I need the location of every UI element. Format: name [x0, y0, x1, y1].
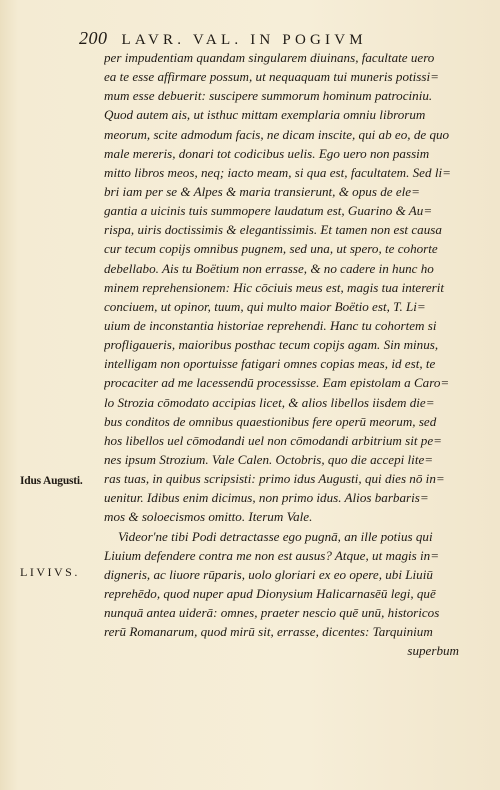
text-line: gantia a uicinis tuis summopere laudatum est, Guarino & Au= — [104, 203, 433, 219]
text-line: bus conditos de omnibus quaestionibus fere operū meorum, sed — [104, 413, 437, 429]
text-line: profligaueris, maioribus posthac tecum copijs agam. Sin minus, — [104, 337, 439, 353]
text-line: mitto libros meos, neq; iacto meam, si qua est, facultatem. Sed li= — [104, 164, 451, 180]
margin-note-idus-augusti: Idus Augusti. — [20, 475, 83, 487]
text-line: mum esse debuerit: suscipere summorum hominum patrociniu. — [104, 88, 433, 104]
text-line: uenitur. Idibus enim dicimus, non primo idus. Alios barbaris= — [104, 490, 429, 506]
text-line: lo Strozia cōmodato accipias licet, & alios libellos iisdem die= — [104, 394, 435, 410]
text-line: rispa, uiris doctissimis & elegantissimis. Et tamen non est causa — [104, 222, 442, 238]
text-line: Liuium defendere contra me non est ausus? Atque, ut magis in= — [104, 547, 440, 563]
text-line: nunquā antea uiderā: omnes, praeter nescio quē unū, historicos — [104, 605, 440, 621]
running-head: LAVR. VAL. IN POGIVM — [121, 32, 367, 48]
text-line: debellabo. Ais tu Boëtium non errasse, & no cadere in hunc ho — [104, 260, 434, 276]
text-line: nes ipsum Strozium. Vale Calen. Octobris, quo die accepi lite= — [104, 451, 434, 467]
text-line: ea te esse affirmare possum, ut nequaquam tui muneris potissi= — [104, 69, 439, 85]
text-line: uium de inconstantia historiae reprehendi. Hanc tu cohortem si — [104, 317, 437, 333]
body-text — [104, 48, 465, 661]
text-line: cur tecum copijs omnibus pugnem, sed una, ut spero, te cohorte — [104, 241, 438, 257]
text-line: intelligam non oportuisse fatigari omnes copias meas, id est, te — [104, 356, 436, 372]
text-line: ras tuas, in quibus scripsisti: primo idus Augusti, qui dies nō in= — [104, 471, 445, 487]
page-header — [79, 28, 459, 49]
page-number: 200 — [79, 28, 108, 48]
text-line: rerū Romanarum, quod mirū sit, errasse, dicentes: Tarquinium — [104, 624, 433, 640]
text-line: Videor'ne tibi Podi detractasse ego pugnā, an ille potius qui — [118, 528, 433, 544]
text-line: procaciter ad me lacessendū processisse. Eam epistolam a Caro= — [104, 375, 450, 391]
margin-note-livius: LIVIVS. — [20, 565, 80, 579]
text-line: digneris, ac liuore rūparis, uolo gloriari ex eo opere, ubi Liuiū — [104, 566, 433, 582]
text-line: minem reprehensionem: Hic cōciuis meus est, magis tua intererit — [104, 279, 445, 295]
text-line: mos & soloecismos omitto. Iterum Vale. — [104, 509, 313, 525]
catchword: superbum — [407, 643, 459, 659]
text-line: meorum, scite admodum facis, ne dicam inscite, qui ab eo, de quo — [104, 126, 450, 142]
text-line: conciuem, ut opinor, tuum, qui multo maior Boëtio est, T. Li= — [104, 298, 426, 314]
text-line: male mereris, donari tot codicibus uelis. Ego uero non passim — [104, 145, 430, 161]
text-line: reprehēdo, quod nuper apud Dionysium Halicarnasēū legi, quē — [104, 585, 436, 601]
text-line: hos libellos uel cōmodandi uel non cōmodandi arbitrium sit pe= — [104, 432, 442, 448]
text-line: bri iam per se & Alpes & maria transierunt, & opus de ele= — [104, 183, 420, 199]
text-line: per impudentiam quandam singularem diuinans, facultate uero — [104, 50, 435, 65]
text-line: Quod autem ais, ut isthuc mittam exemplaria omniu librorum — [104, 107, 426, 123]
